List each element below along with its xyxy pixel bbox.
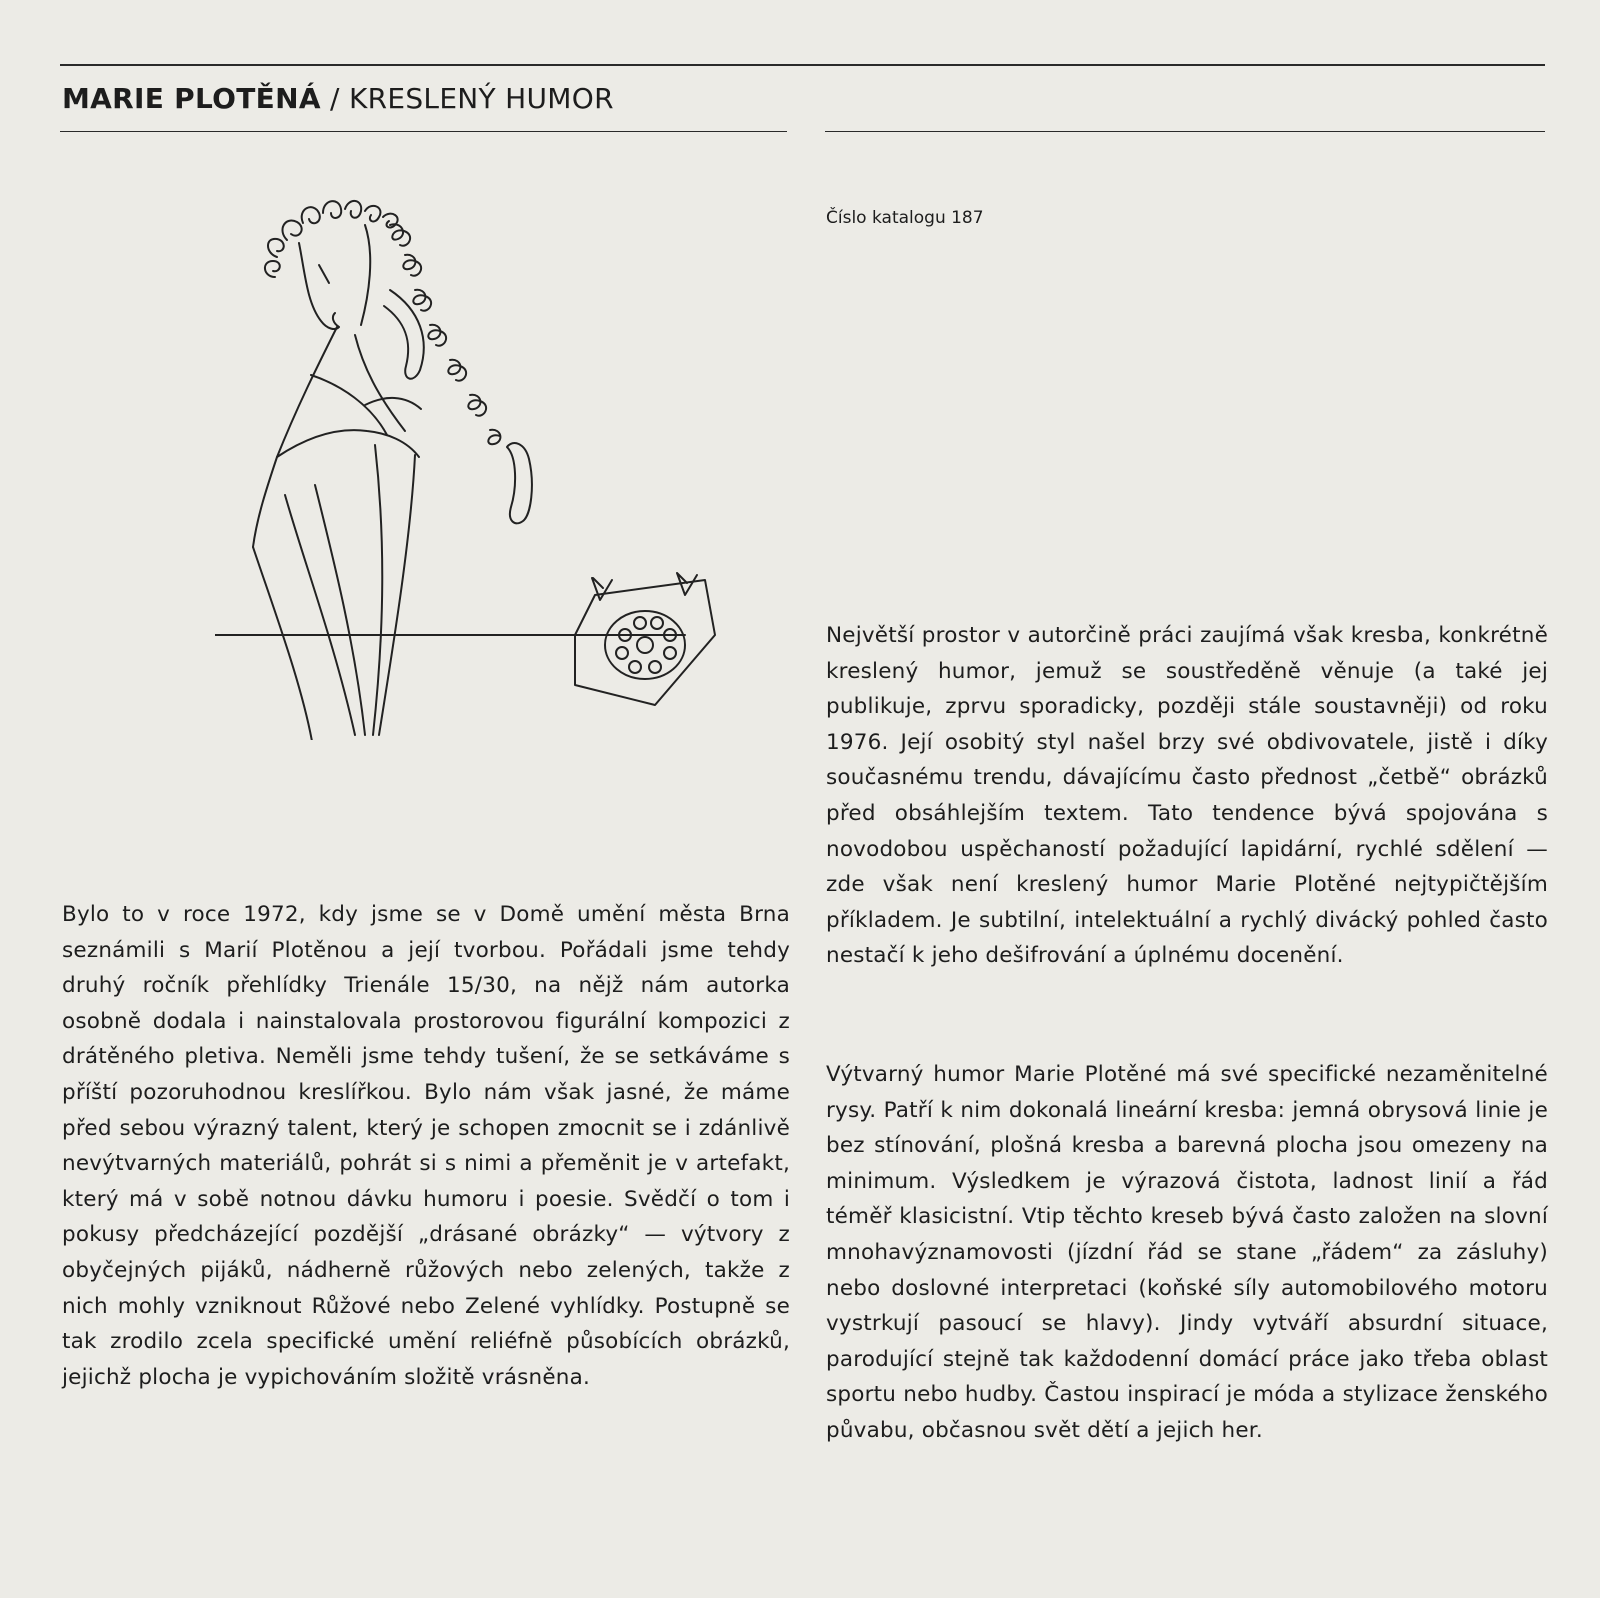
top-rule [60, 64, 1545, 66]
receiver [507, 443, 532, 523]
eye-line [319, 265, 329, 283]
header-separator: / [320, 82, 349, 115]
right-column-paragraph-2: Výtvarný humor Marie Plotěné má své specifické nezaměnitelné rysy. Patří k nim dokonalá lineární kresba: jemná obrysová linie je bez stínování, plošná kresba a barevná plocha jsou omezeny na minimum. Výsledkem je výrazová čistota, ladnost linií a řád téměř klasicistní. Vtip těchto kreseb bývá často založen na slovní mnohavýznamovosti (jízdní řád se stane „řádem“ za zásluhy) nebo doslovné interpretaci (koňské síly automobilového motoru vystrkují pasoucí se hlavy). Jindy vytváří absurdní situace, parodující stejně tak každodenní domácí práce jako třeba oblast sportu nebo hudby. Častou inspirací je móda a stylizace ženského půvabu, občasnou svět dětí a jejich her. [826, 1062, 1548, 1443]
header-rule-right [825, 131, 1545, 132]
hair-back-line [361, 225, 370, 325]
face-profile [299, 243, 339, 329]
header-rule [60, 131, 787, 132]
page-header [62, 82, 614, 115]
woman-on-telephone-drawing-icon [215, 195, 735, 740]
left-column-paragraph: Bylo to v roce 1972, kdy jsme se v Domě umění města Brna seznámili s Marií Plotěnou a její tvorbou. Pořádali jsme tehdy druhý ročník přehlídky Trienále 15/30, na nějž nám autorka osobně dodala i nainstalovala prostorovou figurální kompozici z drátěného pletiva. Neměli jsme tehdy tušení, že se setkáváme s příští pozoruhodnou kreslířkou. Bylo nám však jasné, že máme před sebou výrazný talent, který je schopen zmocnit se i zdánlivě nevýtvarných materiálů, pohrát si s nimi a přeměnit je v artefakt, který má v sobě notnou dávku humoru i poesie. Svědčí o tom i pokusy předcházející pozdější „drásané obrázky“ — výtvory z obyčejných pijáků, nádherně růžových nebo zelených, takže z nich mohly vzniknout Růžové nebo Zelené vyhlídky. Postupně se tak zrodilo zcela specifické umění reliéfně působících obrázků, jejichž plocha je vypichováním složitě vrásněna. [62, 902, 790, 1390]
rotary-phone-icon [575, 573, 715, 705]
header-subtitle: KRESLENÝ HUMOR [348, 82, 614, 115]
catalog-number: Číslo katalogu 187 [826, 208, 984, 228]
author-name: MARIE PLOTĚNÁ [62, 82, 321, 115]
figure-body [253, 327, 421, 740]
hair-curls [265, 201, 398, 277]
right-column-paragraph-1: Největší prostor v autorčině práci zaujímá však kresba, konkrétně kreslený humor, jemuž se soustředěně věnuje (a také jej publikuje, zprvu sporadicky, později stále soustavněji) od roku 1976. Její osobitý styl našel brzy své obdivovatele, jistě i díky současnému trendu, dávajícímu často přednost „četbě“ obrázků před obsáhlejším textem. Tato tendence bývá spojována s novodobou uspěchaností požadující lapidární, rychlé sdělení — zde však není kreslený humor Marie Plotěné nejtypičtějším příkladem. Je subtilní, intelektuální a rychlý divácký pohled často nestačí k jeho dešifrování a úplnému docenění. [826, 623, 1548, 969]
